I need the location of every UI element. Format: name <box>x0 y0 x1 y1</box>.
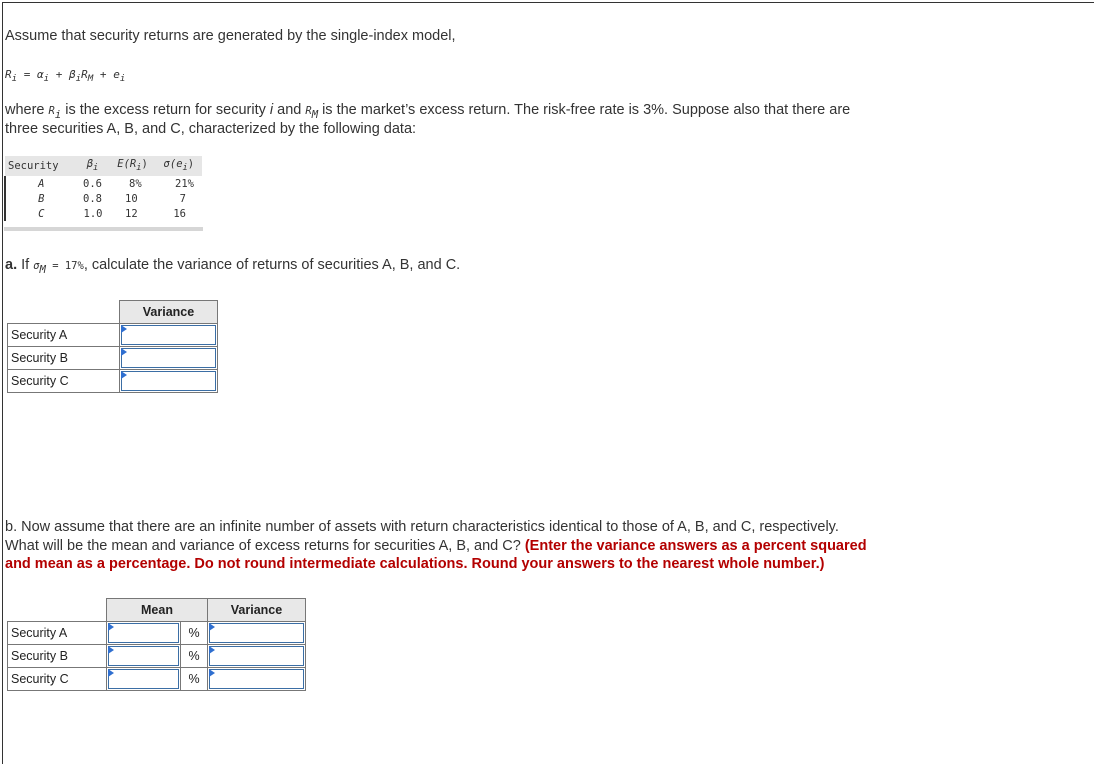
percent-unit: % <box>181 668 208 691</box>
where-text-line2: three securities A, B, and C, characterized by the following data: <box>5 121 417 137</box>
col-expected-return: $E(R_i)$ <box>109 156 155 176</box>
part-b-line2: What will be the mean and variance of excess returns for securities A, B, and C? (Enter the variance answers as a percent squared <box>5 538 867 554</box>
row-label-security-a: Security A <box>8 324 120 347</box>
table-row: C 1.0 12 16 <box>5 206 202 221</box>
row-label-security-c: Security C <box>8 370 120 393</box>
variance-input-security-b[interactable] <box>208 645 306 668</box>
percent-unit: % <box>181 622 208 645</box>
variance-table-a <box>7 300 218 393</box>
mean-input-security-a[interactable] <box>107 622 181 645</box>
col-residual-sd: $\sigma(e_i)$ <box>156 156 202 176</box>
formula: $R_i = \alpha_i + \beta_iR_M + e_i$ <box>5 68 126 85</box>
col-beta: $\beta_i$ <box>77 156 110 176</box>
variance-input-security-c[interactable] <box>208 668 306 691</box>
mean-input-security-c[interactable] <box>107 668 181 691</box>
table-divider <box>4 227 203 231</box>
col-security: Security <box>5 156 77 176</box>
variance-input-security-c[interactable] <box>120 370 218 393</box>
row-label-security-b: Security B <box>8 645 107 668</box>
variance-input-security-a[interactable] <box>208 622 306 645</box>
percent-unit: % <box>181 645 208 668</box>
intro-text: Assume that security returns are generated by the single-index model, <box>5 28 456 44</box>
variance-input-security-a[interactable] <box>120 324 218 347</box>
variance-header: Variance <box>120 301 218 324</box>
mean-variance-table-b <box>7 598 306 691</box>
mean-header: Mean <box>107 599 208 622</box>
row-label-security-c: Security C <box>8 668 107 691</box>
where-text: where $R_i$ is the excess return for security i and $R_M$ is the market’s excess return. The risk-free rate is 3%. Suppose also that there are <box>5 102 851 121</box>
row-label-security-a: Security A <box>8 622 107 645</box>
mean-input-security-b[interactable] <box>107 645 181 668</box>
table-row: B 0.8 10 7 <box>5 191 202 206</box>
security-data-table <box>4 156 203 221</box>
part-b-line1: b. Now assume that there are an infinite number of assets with return characteristics identical to those of A, B, and C, respectively. <box>5 519 839 535</box>
part-a-text: a. If $\sigma_M = 17\%$, calculate the variance of returns of securities A, B, and C. <box>5 257 461 276</box>
variance-header: Variance <box>208 599 306 622</box>
table-row: A 0.6 8% 21% <box>5 176 202 191</box>
part-b-line3: and mean as a percentage. Do not round intermediate calculations. Round your answers to the nearest whole number.) <box>5 556 825 572</box>
row-label-security-b: Security B <box>8 347 120 370</box>
variance-input-security-b[interactable] <box>120 347 218 370</box>
